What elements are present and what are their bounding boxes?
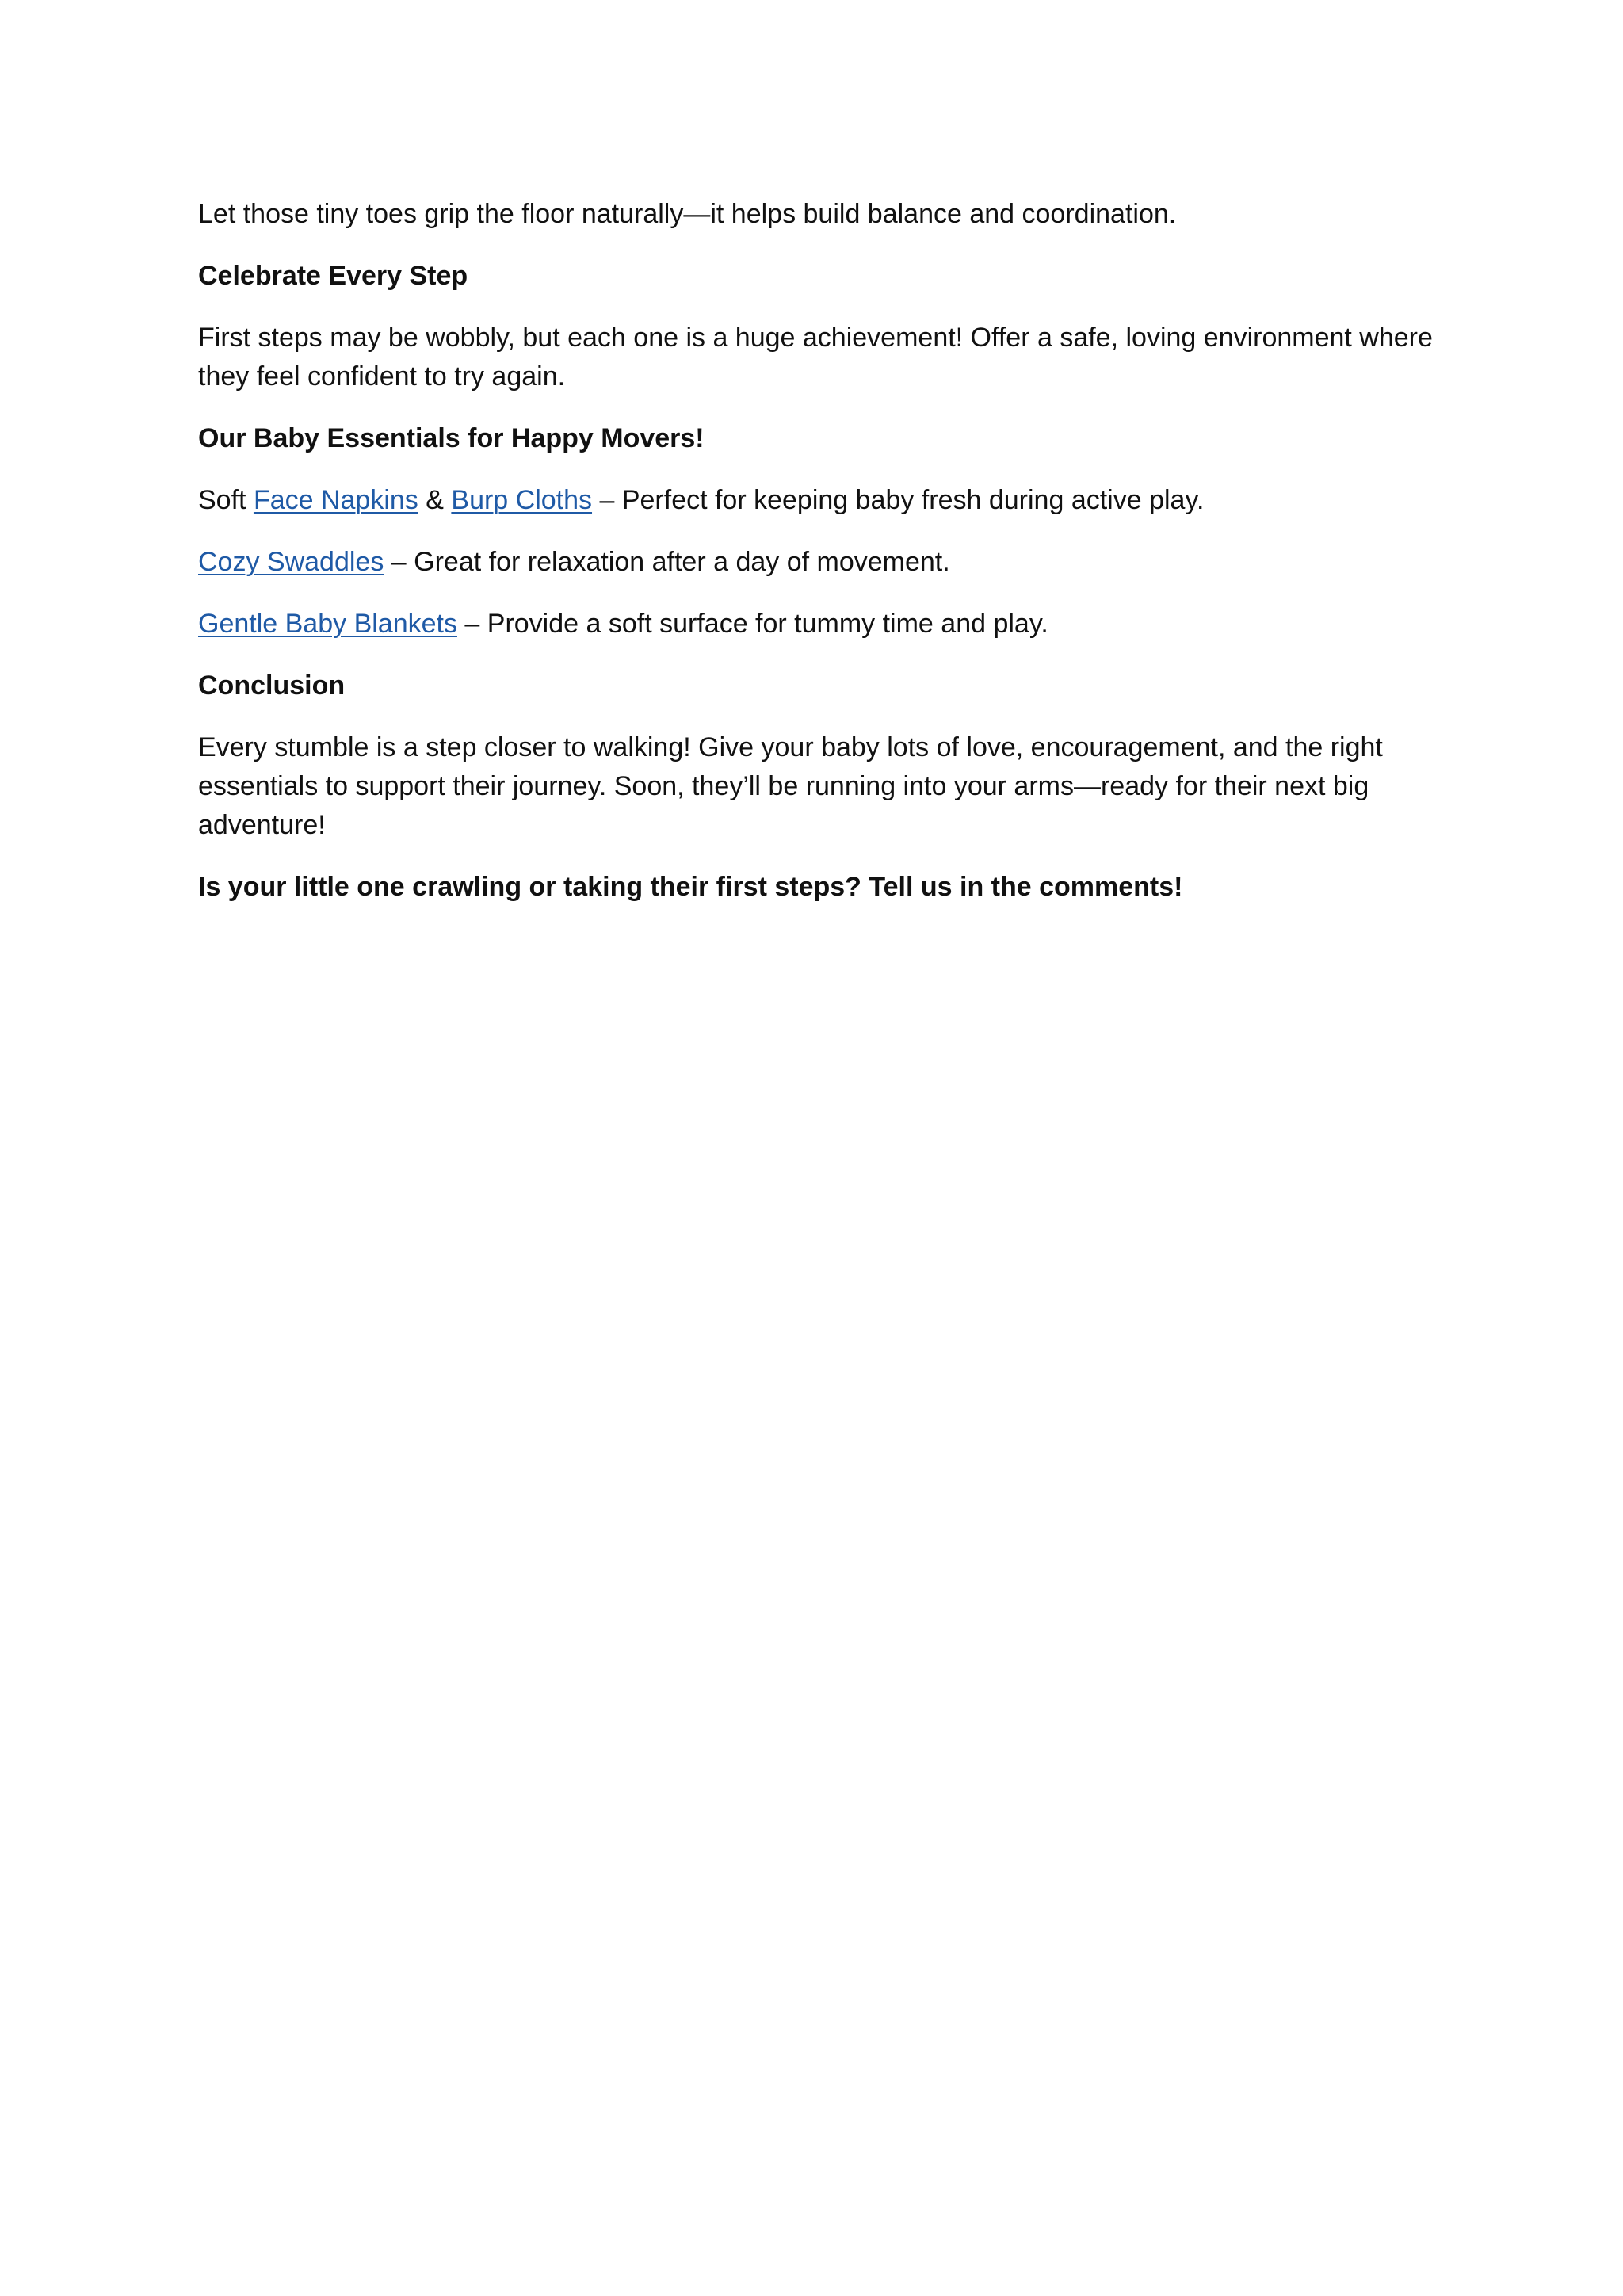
section-heading-essentials: Our Baby Essentials for Happy Movers! (198, 423, 705, 453)
cozy-swaddles-link[interactable]: Cozy Swaddles (198, 547, 384, 577)
section-heading-conclusion: Conclusion (198, 670, 346, 701)
essentials-item-blankets (198, 605, 1434, 644)
essentials-item-napkins (198, 481, 1434, 520)
item-description: – Provide a soft surface for tummy time and play. (456, 609, 1048, 639)
item-description: – Great for relaxation after a day of movement. (384, 547, 950, 577)
section-heading-celebrate: Celebrate Every Step (198, 261, 468, 291)
call-to-action: Is your little one crawling or taking their first steps? Tell us in the comments! (198, 872, 1183, 902)
intro-paragraph: Let those tiny toes grip the floor naturally—it helps build balance and coordination. (198, 199, 1177, 229)
essentials-item-swaddles (198, 543, 1434, 582)
gentle-baby-blankets-link[interactable]: Gentle Baby Blankets (198, 609, 457, 639)
conclusion-paragraph: Every stumble is a step closer to walking! Give your baby lots of love, encouragement, and the right essentials to support their journey. Soon, they’ll be running into your arms—ready for their next big adventure! (198, 732, 1383, 840)
item-description: – Perfect for keeping baby fresh during active play. (592, 485, 1205, 515)
face-napkins-link[interactable]: Face Napkins (253, 485, 418, 515)
celebrate-paragraph: First steps may be wobbly, but each one is a huge achievement! Offer a safe, loving environment where they feel confident to try again. (198, 323, 1433, 392)
item-joiner: & (418, 485, 452, 515)
burp-cloths-link[interactable]: Burp Cloths (451, 485, 593, 515)
document-content (198, 195, 1434, 930)
item-prefix: Soft (198, 485, 254, 515)
